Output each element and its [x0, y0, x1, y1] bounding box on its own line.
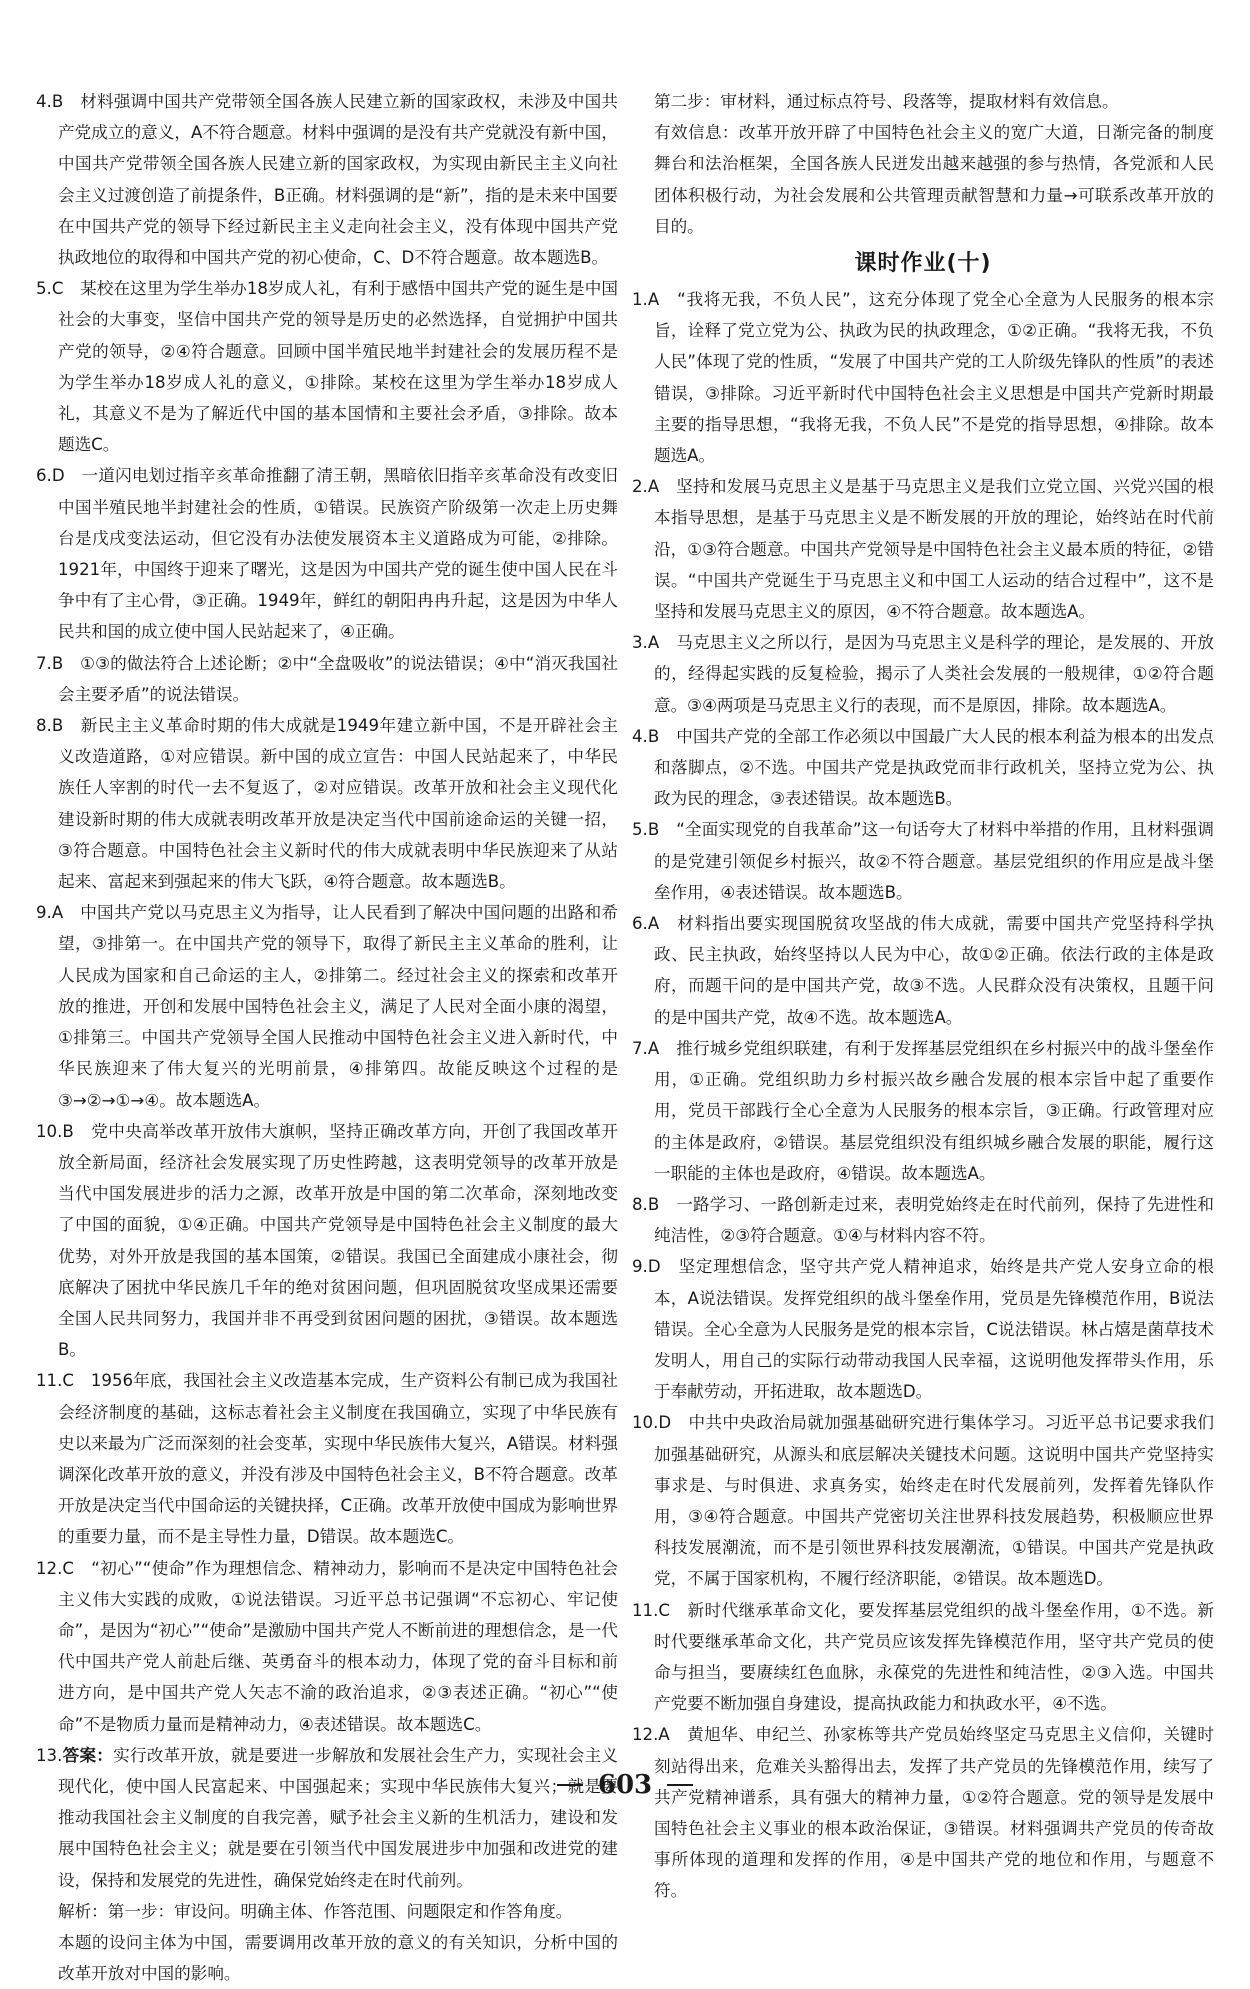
footer-dash-right	[667, 1784, 693, 1786]
answer-item: 12.C “初心”“使命”作为理想信念、精神动力，影响而不是决定中国特色社会主义伟大实践的成败，①说法错误。习近平总书记强调“不忘初心、牢记使命”，是因为“初心”“使命”是激励中国共产党人不断前进的理想信念，是一代代中国共产党人前赴后继、英勇奋斗的根本动力，体现了党的奋斗目标和前进方向，是中国共产党人矢志不渝的政治追求，②③表述正确。“初心”“使命”不是物质力量而是精神动力，④表述错误。故本题选C。	[36, 1558, 618, 1734]
answer-item: 11.C 1956年底，我国社会主义改造基本完成，生产资料公有制已成为我国社会经济制度的基础，这标志着社会主义制度在我国确立，实现了中华民族有史以来最为广泛而深刻的社会变革，实现中华民族伟大复兴，A错误。材料强调深化改革开放的意义，并没有涉及中国特色社会主义，B不符合题意。改革开放是决定当代中国命运的关键抉择，C正确。改革开放使中国成为影响世界的重要力量，而不是主导性力量，D错误。故本题选C。	[36, 1371, 618, 1547]
answer-item: 7.B ①③的做法符合上述论断；②中“全盘吸收”的说法错误；④中“消灭我国社会主要矛盾”的说法错误。	[36, 653, 618, 704]
answer-item: 1.A “我将无我，不负人民”，这充分体现了党全心全意为人民服务的根本宗旨，诠释了党立党为公、执政为民的执政理念，①②正确。“我将无我，不负人民”体现了党的性质，“发展了中国共产党的工人阶级先锋队的性质”的表述错误，③排除。习近平新时代中国特色社会主义思想是中国共产党新时期最主要的指导思想，“我将无我，不负人民”不是党的指导思想，④排除。故本题选A。	[632, 290, 1214, 466]
section-title: 课时作业(十)	[854, 251, 992, 277]
analysis-step-2: 第二步：审材料，通过标点符号、段落等，提取材料有效信息。	[654, 92, 1119, 111]
answer-item: 12.A 黄旭华、申纪兰、孙家栋等共产党员始终坚定马克思主义信仰，关键时刻站得出来，危难关头豁得出去，发挥了共产党员的先锋模范作用，续写了共产党精神谱系，具有强大的精神力量，①②符合题意。党的领导是发展中国特色社会主义事业的根本政治保证，③错误。材料强调共产党员的传奇故事所体现的道理和发挥的作用，④是中国共产党的地位和作用，与题意不符。	[632, 1725, 1214, 1901]
answer-item: 6.A 材料指出要实现国脱贫攻坚战的伟大成就，需要中国共产党坚持科学执政、民主执政，始终坚持以人民为中心，故①②正确。依法行政的主体是政府，而题干问的是中国共产党，故③不选。人民群众没有决策权，且题干问的是中国共产党，故④不选。故本题选A。	[632, 914, 1214, 1027]
answer-item: 11.C 新时代继承革命文化，要发挥基层党组织的战斗堡垒作用，①不选。新时代要继承革命文化，共产党员应该发挥先锋模范作用，坚守共产党员的使命与担当，要赓续红色血脉，永葆党的先进性和纯洁性，②③入选。中国共产党要不断加强自身建设，提高执政能力和执政水平，④不选。	[632, 1600, 1214, 1714]
answer-item: 4.B 材料强调中国共产党带领全国各族人民建立新的国家政权，未涉及中国共产党成立的意义，A不符合题意。材料中强调的是没有共产党就没有新中国，中国共产党带领全国各族人民建立新的国家政权，为实现由新民主主义向社会主义过渡创造了前提条件，B正确。材料强调的是“新”，指的是未来中国要在中国共产党的领导下经过新民主主义走向社会主义，没有体现中国共产党执政地位的取得和中国共产党的初心使命，C、D不符合题意。故本题选B。	[36, 92, 618, 268]
answer-label: 答案：	[62, 1745, 114, 1765]
answer-item: 5.B “全面实现党的自我革命”这一句话夸大了材料中举措的作用，且材料强调的是党建引领促乡村振兴，故②不符合题意。基层党组织的作用应是战斗堡垒作用，④表述错误。故本题选B。	[632, 820, 1214, 902]
answer-item: 9.D 坚定理想信念，坚守共产党人精神追求，始终是共产党人安身立命的根本，A说法错误。发挥党组织的战斗堡垒作用，党员是先锋模范作用，B说法错误。全心全意为人民服务是党的根本宗旨，C说法错误。林占熺是菌草技术发明人，用自己的实际行动带动我国人民幸福，这说明他发挥带头作用，乐于奉献劳动，开拓进取，故本题选D。	[632, 1257, 1214, 1402]
answer-item: 8.B 一路学习、一路创新走过来，表明党始终走在时代前列，保持了先进性和纯洁性，②③符合题意。①④与材料内容不符。	[632, 1194, 1214, 1246]
answer-item-13: 13.答案：实行改革开放，就是要进一步解放和发展社会生产力，实现社会主义现代化，使中国人民富起来、中国强起来；实现中华民族伟大复兴；就是要推动我国社会主义制度的自我完善，赋予社会主义新的生机活力，建设和发展中国特色社会主义；就是要在引领当代中国发展进步中加强和改进党的建设，保持和发展党的先进性，确保党始终走在时代前列。	[36, 1745, 619, 1890]
analysis-paragraph: 本题的设问主体为中国，需要调用改革开放的意义的有关知识，分析中国的改革开放对中国的影响。	[58, 1932, 618, 1984]
answer-item: 5.C 某校在这里为学生举办18岁成人礼，有利于感悟中国共产党的诞生是中国社会的大事变，坚信中国共产党的领导是历史的必然选择，自觉拥护中国共产党的领导，②④符合题意。回顾中国半殖民地半封建社会的发展历程不是为学生举办18岁成人礼的意义，①排除。某校在这里为学生举办18岁成人礼，其意义不是为了解近代中国的基本国情和主要社会矛盾，③排除。故本题选C。	[36, 279, 618, 455]
answer-item: 4.B 中国共产党的全部工作必须以中国最广大人民的根本利益为根本的出发点和落脚点，②不选。中国共产党是执政党而非行政机关，坚持立党为公、执政为民的理念，③表述错误。故本题选B。	[632, 726, 1214, 809]
footer-dash-left	[557, 1784, 583, 1786]
answer-item: 6.D 一道闪电划过指辛亥革命推翻了清王朝，黑暗依旧指辛亥革命没有改变旧中国半殖民地半封建社会的性质，①错误。民族资产阶级第一次走上历史舞台是戊戌变法运动，但它没有办法使发展资本主义道路成为可能，②排除。1921年，中国终于迎来了曙光，这是因为中国共产党的诞生使中国人民在斗争中有了主心骨，③正确。1949年，鲜红的朝阳冉冉升起，这是因为中华人民共和国的成立使中国人民站起来了，④正确。	[36, 466, 618, 642]
page-number: 603	[597, 1770, 653, 1800]
answer-text: 实行改革开放，就是要进一步解放和发展社会生产力，实现社会主义现代化，使中国人民富起来、中国强起来；实现中华民族伟大复兴；就是要推动我国社会主义制度的自我完善，赋予社会主义新的生机活力，建设和发展中国特色社会主义；就是要在引领当代中国发展进步中加强和改进党的建设，保持和发展党的先进性，确保党始终走在时代前列。	[58, 1745, 619, 1890]
analysis-step-1	[36, 1896, 618, 1927]
page-footer	[0, 1770, 1250, 1800]
answer-item: 10.B 党中央高举改革开放伟大旗帜，坚持正确改革方向，开创了我国改革开放全新局面，经济社会发展实现了历史性跨越，这表明党领导的改革开放是当代中国发展进步的活力之源，改革开放是中国的第二次革命，深刻地改变了中国的面貌，①④正确。中国共产党领导是中国特色社会主义制度的最大优势，对外开放是我国的基本国策，②错误。我国已全面建成小康社会，彻底解决了困扰中华民族几千年的绝对贫困问题，但巩固脱贫攻坚成果还需要全国人民共同努力，我国并非不再受到贫困问题的困扰，③错误。故本题选B。	[36, 1121, 618, 1360]
right-column	[632, 86, 1214, 1907]
answer-item: 2.A 坚持和发展马克思主义是基于马克思主义是我们立党立国、兴党兴国的根本指导思想，是基于马克思主义是不断发展的开放的理论，始终站在时代前沿，①③符合题意。中国共产党领导是中国特色社会主义最本质的特征，②错误。“中国共产党诞生于马克思主义和中国工人运动的结合过程中”，这不是坚持和发展马克思主义的原因，④不符合题意。故本题选A。	[632, 477, 1214, 622]
left-column	[36, 86, 618, 1989]
answer-item: 9.A 中国共产党以马克思主义为指导，让人民看到了解决中国问题的出路和希望，③排第一。在中国共产党的领导下，取得了新民主主义革命的胜利，让人民成为国家和自己命运的主人，②排第二。经过社会主义的探索和改革开放的推进，开创和发展中国特色社会主义，满足了人民对全面小康的渴望，①排第三。中国共产党领导全国人民推动中国特色社会主义进入新时代，中华民族迎来了伟大复兴的光明前景，④排第四。故能反映这个过程的是③→②→①→④。故本题选A。	[36, 903, 618, 1110]
answer-item: 7.A 推行城乡党组织联建，有利于发挥基层党组织在乡村振兴中的战斗堡垒作用，①正确。党组织助力乡村振兴故乡融合发展的根本宗旨中起了重要作用，党员干部践行全心全意为人民服务的根本宗旨，③正确。行政管理对应的主体是政府，②错误。基层党组织没有组织城乡融合发展的职能，履行这一职能的主体也是政府，④错误。故本题选A。	[632, 1038, 1214, 1183]
analysis-info: 有效信息：改革开放开辟了中国特色社会主义的宽广大道，日渐完备的制度舞台和法治框架，全国各族人民迸发出越来越强的参与热情，各党派和人民团体积极行动，为社会发展和公共管理贡献智慧和力量→可联系改革开放的目的。	[654, 123, 1214, 236]
analysis-label: 解析：	[58, 1901, 108, 1921]
answer-item: 8.B 新民主主义革命时期的伟大成就是1949年建立新中国，不是开辟社会主义改造道路，①对应错误。新中国的成立宣告：中国人民站起来了，中华民族任人宰割的时代一去不复返了，②对应错误。改革开放和社会主义现代化建设新时期的伟大成就表明改革开放是决定当代中国前途命运的关键一招，③符合题意。中国特色社会主义新时代的伟大成就表明中华民族迎来了从站起来、富起来到强起来的伟大飞跃，④符合题意。故本题选B。	[36, 716, 618, 892]
answer-item: 3.A 马克思主义之所以行，是因为马克思主义是科学的理论，是发展的、开放的，经得起实践的反复检验，揭示了人类社会发展的一般规律，①②符合题意。③④两项是马克思主义行的表现，而不是原因，排除。故本题选A。	[632, 633, 1214, 715]
answer-item: 10.D 中共中央政治局就加强基础研究进行集体学习。习近平总书记要求我们加强基础研究，从源头和底层解决关键技术问题。这说明中国共产党坚持实事求是、与时俱进、求真务实，始终走在时代发展前列，发挥着先锋队作用，③④符合题意。中国共产党密切关注世界科技发展趋势，积极顺应世界科技发展潮流，而不是引领世界科技发展潮流，①错误。中国共产党是执政党，不属于国家机构，不履行经济职能，②错误。故本题选D。	[632, 1413, 1214, 1589]
analysis-step-text: 第一步：审设问。明确主体、作答范围、问题限定和作答角度。	[107, 1901, 573, 1921]
